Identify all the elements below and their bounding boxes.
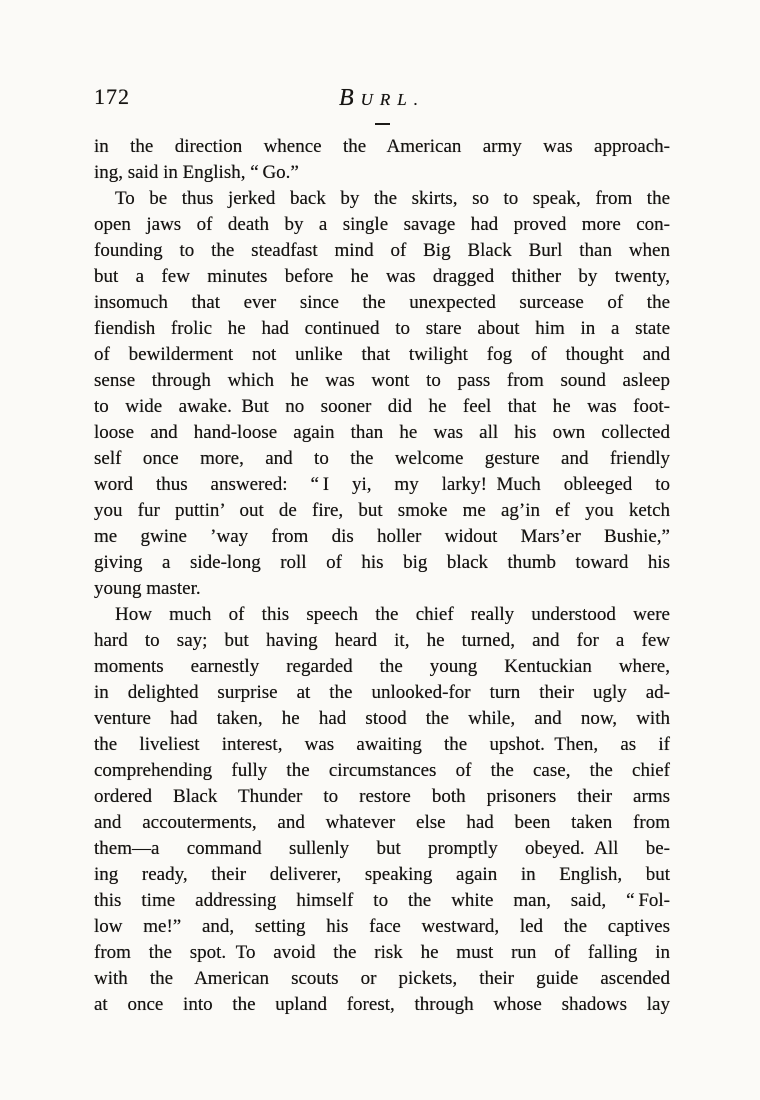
running-head: [94, 83, 670, 116]
text-line: giving a side-long roll of his big black thumb toward his: [94, 552, 670, 573]
text-line: comprehending fully the circumstances of the case, the chief: [94, 760, 670, 781]
text-line: me gwine ’way from dis holler widout Mars’er Bushie,”: [94, 526, 670, 547]
paragraph: [94, 186, 670, 602]
text-line: to wide awake. But no sooner did he feel that he was foot-: [94, 396, 670, 417]
text-line: fiendish frolic he had continued to stare about him in a state: [94, 318, 670, 339]
running-head-rest: URL.: [360, 90, 426, 109]
paragraph: [94, 602, 670, 1018]
paragraph: [94, 134, 670, 186]
text-line: from the spot. To avoid the risk he must run of falling in: [94, 942, 670, 963]
running-head-initial: B: [338, 85, 361, 111]
text-line: at once into the upland forest, through whose shadows lay: [94, 994, 670, 1015]
page-number: 172: [94, 84, 130, 109]
text-line: this time addressing himself to the white man, said, “ Fol-: [94, 890, 670, 911]
text-line: young master.: [94, 578, 201, 599]
page-header: [94, 83, 670, 125]
text-line: but a few minutes before he was dragged thither by twenty,: [94, 266, 670, 287]
text-line: open jaws of death by a single savage had proved more con-: [94, 214, 670, 235]
text-line: moments earnestly regarded the young Kentuckian where,: [94, 656, 670, 677]
text-line: self once more, and to the welcome gesture and friendly: [94, 448, 670, 469]
text-line: low me!” and, setting his face westward, led the captives: [94, 916, 670, 937]
text-line: hard to say; but having heard it, he turned, and for a few: [94, 630, 670, 651]
text-line: How much of this speech the chief really understood were: [115, 604, 670, 625]
text-line: ing, said in English, “ Go.”: [94, 162, 299, 183]
text-line: word thus answered: “ I yi, my larky! Much obleeged to: [94, 474, 670, 495]
text-line: in the direction whence the American army was approach-: [94, 136, 670, 157]
text-line: and accouterments, and whatever else had been taken from: [94, 812, 670, 833]
header-divider-rule: [375, 123, 390, 125]
text-line: of bewilderment not unlike that twilight fog of thought and: [94, 344, 670, 365]
text-block: [94, 134, 670, 1018]
text-line: with the American scouts or pickets, their guide ascended: [94, 968, 670, 989]
text-line: in delighted surprise at the unlooked-for turn their ugly ad-: [94, 682, 670, 703]
text-line: the liveliest interest, was awaiting the upshot. Then, as if: [94, 734, 670, 755]
text-line: ordered Black Thunder to restore both prisoners their arms: [94, 786, 670, 807]
text-line: To be thus jerked back by the skirts, so to speak, from the: [115, 188, 670, 209]
text-line: them—a command sullenly but promptly obeyed. All be-: [94, 838, 670, 859]
text-line: you fur puttin’ out de fire, but smoke me ag’in ef you ketch: [94, 500, 670, 521]
text-line: ing ready, their deliverer, speaking again in English, but: [94, 864, 670, 885]
text-line: venture had taken, he had stood the while, and now, with: [94, 708, 670, 729]
text-line: insomuch that ever since the unexpected surcease of the: [94, 292, 670, 313]
text-line: loose and hand-loose again than he was all his own collected: [94, 422, 670, 443]
text-line: founding to the steadfast mind of Big Black Burl than when: [94, 240, 670, 261]
text-line: sense through which he was wont to pass from sound asleep: [94, 370, 670, 391]
